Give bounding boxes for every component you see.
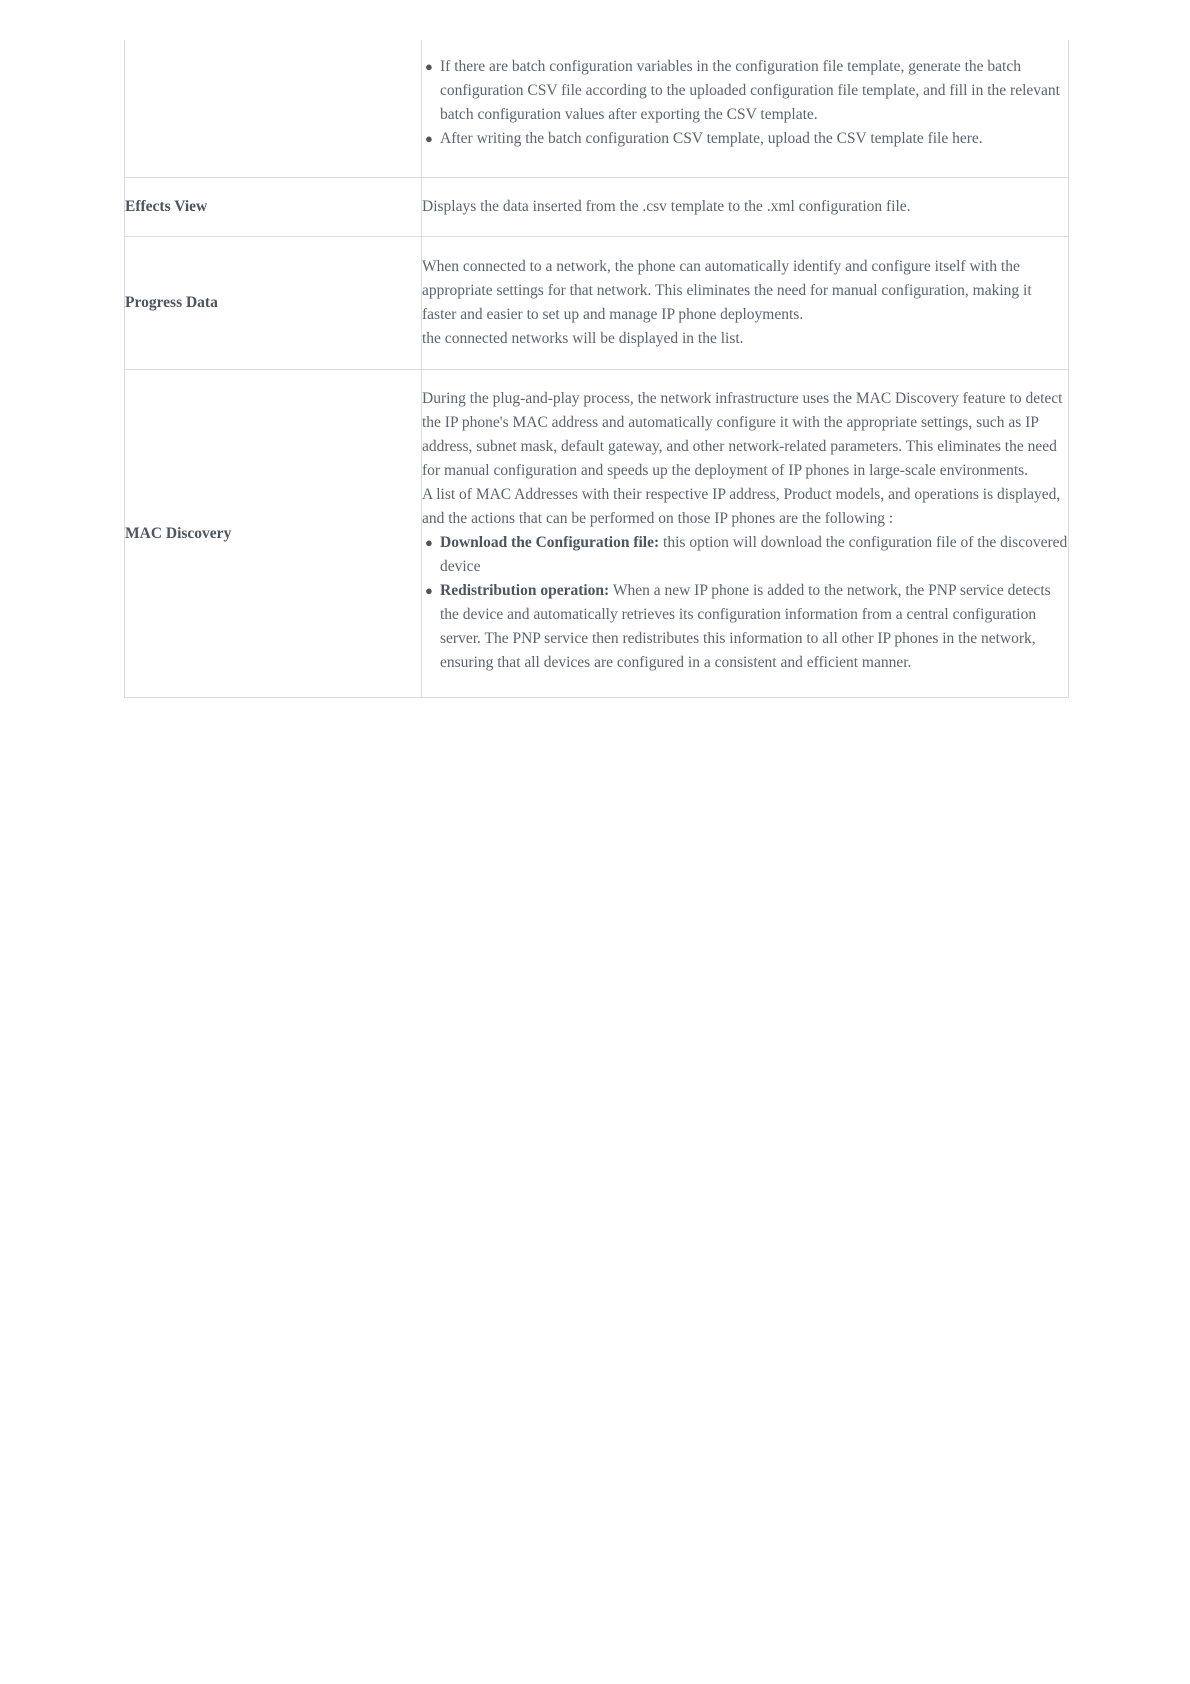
list-item <box>422 55 1068 127</box>
list-item-text: After writing the batch configuration CSV template, upload the CSV template file here. <box>440 130 983 147</box>
row-label-mac-discovery: MAC Discovery <box>125 370 422 698</box>
action-title: Download the Configuration file: <box>440 534 660 551</box>
settings-description-table <box>124 40 1069 698</box>
bullet-icon: ● <box>425 583 433 598</box>
document-page <box>124 40 1068 698</box>
paragraph: the connected networks will be displayed in the list. <box>422 330 744 347</box>
row-description-mac-discovery <box>422 370 1069 698</box>
row-description-effects-view: Displays the data inserted from the .csv template to the .xml configuration file. <box>422 178 1069 237</box>
paragraph: During the plug-and-play process, the network infrastructure uses the MAC Discovery feature to detect the IP phone's MAC address and automatically configure it with the appropriate settings, such as IP address, subnet mask, default gateway, and other network-related parameters. This eliminates the need for manual configuration and speeds up the deployment of IP phones in large-scale environments. <box>422 390 1063 479</box>
bullet-icon: ● <box>425 131 433 146</box>
description-cell <box>422 40 1069 178</box>
table-row-progress-data <box>125 237 1069 370</box>
list-item <box>422 531 1068 579</box>
action-text: this option will download the configuration file of the discovered device <box>440 534 1068 575</box>
action-title: Redistribution operation: <box>440 582 610 599</box>
bullet-icon: ● <box>425 535 433 550</box>
list-item <box>422 579 1068 675</box>
bullet-icon: ● <box>425 59 433 74</box>
list-item <box>422 127 1068 151</box>
row-label-progress-data: Progress Data <box>125 237 422 370</box>
table-row-batch-upload-continued <box>125 40 1069 178</box>
row-description-progress-data <box>422 237 1069 370</box>
list-item-text <box>440 531 1068 579</box>
list-item-text: If there are batch configuration variables in the configuration file template, generate the batch configuration CSV file according to the uploaded configuration file template, and fill in the relevant batch configuration values after exporting the CSV template. <box>440 58 1060 123</box>
table-row-effects-view <box>125 178 1069 237</box>
mac-actions-list <box>422 531 1068 675</box>
paragraph: When connected to a network, the phone can automatically identify and configure itself with the appropriate settings for that network. This eliminates the need for manual configuration, making it faster and easier to set up and manage IP phone deployments. <box>422 258 1032 323</box>
list-item-text <box>440 579 1068 675</box>
batch-config-bullets <box>422 55 1068 151</box>
paragraph: A list of MAC Addresses with their respective IP address, Product models, and operations is displayed, and the actions that can be performed on those IP phones are the following : <box>422 486 1061 527</box>
table-row-mac-discovery <box>125 370 1069 698</box>
empty-label-cell <box>125 40 422 178</box>
row-label-effects-view: Effects View <box>125 178 422 237</box>
action-text: When a new IP phone is added to the network, the PNP service detects the device and automatically retrieves its configuration information from a central configuration server. The PNP service then redistributes this information to all other IP phones in the network, ensuring that all devices are configured in a consistent and efficient manner. <box>440 582 1051 671</box>
